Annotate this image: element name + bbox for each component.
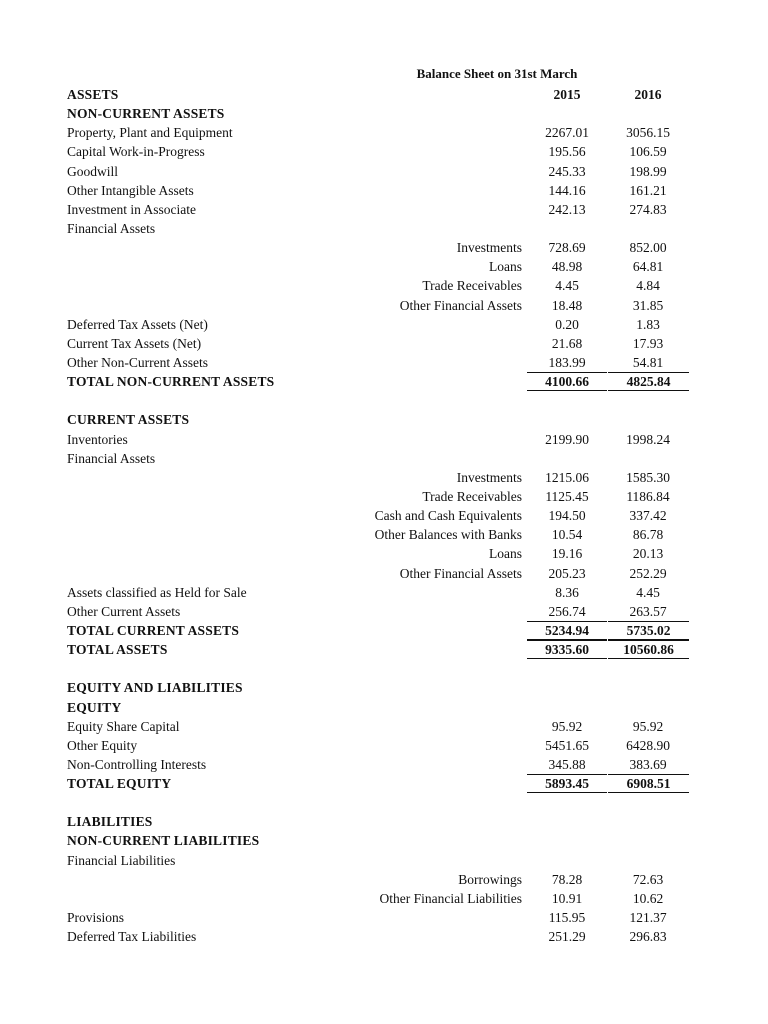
value-2016: 296.83 [629, 929, 667, 945]
value-2015: 144.16 [548, 182, 586, 198]
value-2016: 72.63 [632, 871, 664, 887]
row-label: Non-Controlling Interests [67, 756, 207, 772]
total-row [0, 621, 768, 640]
value-2016: 4825.84 [608, 372, 689, 391]
row-label: Other Equity [67, 737, 138, 753]
value-2015: 183.99 [548, 354, 586, 370]
value-2016: 5735.02 [608, 621, 689, 640]
table-row [0, 583, 768, 602]
sub-row-label: Trade Receivables [422, 488, 522, 504]
total-row [0, 372, 768, 391]
table-row [0, 142, 768, 161]
table-row [0, 487, 768, 506]
value-2015: 78.28 [551, 871, 583, 887]
table-row [0, 449, 768, 468]
value-2016: 31.85 [632, 297, 664, 313]
value-2015: 10.91 [551, 890, 583, 906]
value-2016: 10.62 [632, 890, 664, 906]
section-heading: EQUITY AND LIABILITIES [67, 680, 243, 696]
table-row [0, 162, 768, 181]
value-2016: 95.92 [632, 718, 664, 734]
table-row [0, 353, 768, 372]
value-2016: 1186.84 [626, 488, 670, 504]
sub-row-label: Borrowings [458, 871, 522, 887]
sub-row-label: Other Balances with Banks [374, 527, 522, 543]
value-2015: 728.69 [548, 240, 586, 256]
table-row [0, 200, 768, 219]
row-label: Provisions [67, 910, 125, 926]
row-label: Property, Plant and Equipment [67, 125, 233, 141]
sub-row-label: Cash and Cash Equivalents [374, 508, 522, 524]
value-2015: 21.68 [551, 335, 583, 351]
value-2016: 1.83 [636, 316, 660, 332]
section-heading: TOTAL NON-CURRENT ASSETS [67, 374, 275, 390]
table-row [0, 812, 768, 831]
row-label: Other Non-Current Assets [67, 354, 208, 370]
value-2016: 1998.24 [626, 431, 670, 447]
value-2016: 198.99 [629, 163, 667, 179]
table-row [0, 410, 768, 429]
value-2015: 5893.45 [527, 774, 607, 793]
value-2016: 4.84 [636, 278, 660, 294]
table-row [0, 334, 768, 353]
sub-row-label: Loans [489, 259, 522, 275]
row-label: Current Tax Assets (Net) [67, 335, 202, 351]
table-row [0, 851, 768, 870]
value-2016: 106.59 [629, 144, 667, 160]
value-2016: 4.45 [636, 584, 660, 600]
value-2015: 48.98 [551, 259, 583, 275]
value-2015: 195.56 [548, 144, 586, 160]
value-2015: 2267.01 [545, 125, 589, 141]
row-label: Financial Liabilities [67, 852, 176, 868]
table-row [0, 506, 768, 525]
section-heading: LIABILITIES [67, 814, 153, 830]
section-heading: EQUITY [67, 699, 122, 715]
value-2015: 251.29 [548, 929, 586, 945]
value-2016: 383.69 [629, 756, 667, 772]
value-2016: 10560.86 [608, 640, 689, 659]
table-row [0, 717, 768, 736]
value-2016: 1585.30 [626, 469, 670, 485]
value-2016: 6908.51 [608, 774, 689, 793]
sheet-title: Balance Sheet on 31st March [416, 66, 578, 81]
row-label: Other Intangible Assets [67, 182, 194, 198]
value-2016: 337.42 [629, 508, 667, 524]
value-2016: 161.21 [629, 182, 667, 198]
section-heading: NON-CURRENT ASSETS [67, 106, 225, 122]
table-row [0, 870, 768, 889]
value-2015: 10.54 [551, 527, 583, 543]
value-2015: 194.50 [548, 508, 586, 524]
value-2016: 274.83 [629, 201, 667, 217]
value-2016: 852.00 [629, 240, 667, 256]
row-label: Financial Assets [67, 220, 156, 236]
value-2015: 18.48 [551, 297, 583, 313]
section-heading: TOTAL ASSETS [67, 642, 168, 658]
section-heading: NON-CURRENT LIABILITIES [67, 833, 260, 849]
table-row [0, 736, 768, 755]
value-2015: 1215.06 [545, 469, 589, 485]
value-2015: 8.36 [555, 584, 579, 600]
blank-row [0, 659, 768, 678]
balance-sheet-table [0, 85, 768, 946]
row-label: Financial Assets [67, 450, 156, 466]
table-row [0, 315, 768, 334]
value-2015: 2199.90 [545, 431, 589, 447]
sub-row-label: Other Financial Assets [399, 297, 522, 313]
value-2016: 54.81 [632, 354, 664, 370]
row-label: Deferred Tax Liabilities [67, 929, 197, 945]
sub-row-label: Other Financial Liabilities [379, 890, 522, 906]
total-row [0, 640, 768, 659]
sub-row-label: Trade Receivables [422, 278, 522, 294]
table-row [0, 219, 768, 238]
value-2015: 1125.45 [545, 488, 589, 504]
row-label: Equity Share Capital [67, 718, 180, 734]
sub-row-label: Investments [456, 240, 522, 256]
table-row [0, 430, 768, 449]
section-heading: TOTAL CURRENT ASSETS [67, 622, 240, 638]
year-2015-header: 2015 [553, 87, 581, 102]
table-row [0, 755, 768, 774]
blank-row [0, 793, 768, 812]
table-row [0, 908, 768, 927]
value-2016: 3056.15 [626, 125, 670, 141]
table-row [0, 831, 768, 850]
value-2016: 86.78 [632, 527, 664, 543]
value-2015: 242.13 [548, 201, 586, 217]
value-2016: 17.93 [632, 335, 664, 351]
blank-row [0, 391, 768, 410]
table-row [0, 296, 768, 315]
value-2015: 9335.60 [527, 640, 607, 659]
sub-row-label: Other Financial Assets [399, 565, 522, 581]
value-2015: 115.95 [548, 910, 586, 926]
value-2015: 5451.65 [545, 737, 589, 753]
row-label: Investment in Associate [67, 201, 196, 217]
section-heading: TOTAL EQUITY [67, 776, 172, 792]
table-row [0, 238, 768, 257]
table-row [0, 85, 768, 104]
table-row [0, 276, 768, 295]
table-row [0, 544, 768, 563]
value-2015: 205.23 [548, 565, 586, 581]
value-2015: 5234.94 [527, 621, 607, 640]
table-row [0, 525, 768, 544]
row-label: Capital Work-in-Progress [67, 144, 205, 160]
table-row [0, 564, 768, 583]
value-2015: 256.74 [548, 603, 586, 619]
value-2015: 345.88 [548, 756, 586, 772]
row-label: Other Current Assets [67, 603, 181, 619]
row-label: Goodwill [67, 163, 119, 179]
section-heading: CURRENT ASSETS [67, 412, 190, 428]
value-2015: 95.92 [551, 718, 583, 734]
value-2015: 19.16 [551, 546, 583, 562]
row-label: Deferred Tax Assets (Net) [67, 316, 208, 332]
total-row [0, 774, 768, 793]
table-row [0, 927, 768, 946]
value-2015: 0.20 [555, 316, 579, 332]
value-2016: 64.81 [632, 259, 664, 275]
sub-row-label: Investments [456, 469, 522, 485]
value-2016: 263.57 [629, 603, 667, 619]
value-2015: 4100.66 [527, 372, 607, 391]
table-row [0, 602, 768, 621]
row-label: Inventories [67, 431, 128, 447]
year-2016-header: 2016 [634, 87, 662, 102]
table-row [0, 257, 768, 276]
table-row [0, 181, 768, 200]
table-row [0, 104, 768, 123]
table-row [0, 889, 768, 908]
table-row [0, 698, 768, 717]
value-2016: 20.13 [632, 546, 664, 562]
table-row [0, 468, 768, 487]
value-2016: 6428.90 [626, 737, 670, 753]
sub-row-label: Loans [489, 546, 522, 562]
table-row [0, 123, 768, 142]
value-2016: 121.37 [629, 910, 667, 926]
value-2015: 4.45 [555, 278, 579, 294]
section-heading: ASSETS [67, 87, 119, 102]
value-2015: 245.33 [548, 163, 586, 179]
row-label: Assets classified as Held for Sale [67, 584, 247, 600]
table-row [0, 678, 768, 697]
value-2016: 252.29 [629, 565, 667, 581]
